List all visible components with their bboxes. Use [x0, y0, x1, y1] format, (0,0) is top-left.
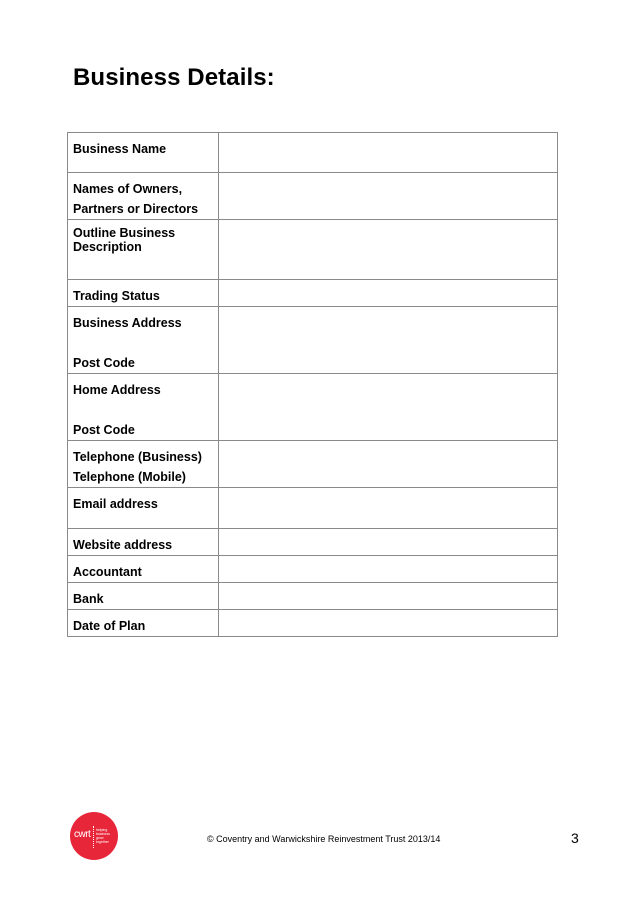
- form-row: [68, 374, 558, 441]
- form-row: [68, 220, 558, 280]
- cwrt-logo: [70, 812, 118, 860]
- field-label-line: Business Name: [73, 142, 167, 156]
- field-label-line: Email address: [73, 497, 158, 511]
- form-row: [68, 583, 558, 610]
- business-details-form: [67, 132, 558, 637]
- field-label: [68, 220, 219, 280]
- page-title: Business Details:: [73, 64, 275, 91]
- field-label: [68, 529, 219, 556]
- field-label: [68, 556, 219, 583]
- field-label-line: Bank: [73, 592, 104, 606]
- field-value-input[interactable]: [219, 307, 558, 374]
- field-label: [68, 307, 219, 374]
- form-row: [68, 173, 558, 220]
- field-value-input[interactable]: [219, 583, 558, 610]
- form-row: [68, 556, 558, 583]
- logo-tagline: helping business grow together: [96, 828, 110, 844]
- field-label: [68, 441, 219, 488]
- field-value-input[interactable]: [219, 173, 558, 220]
- field-value-input[interactable]: [219, 441, 558, 488]
- field-label: [68, 488, 219, 529]
- form-row: [68, 133, 558, 173]
- form-row: [68, 441, 558, 488]
- field-label: [68, 173, 219, 220]
- footer-copyright: © Coventry and Warwickshire Reinvestment Trust 2013/14: [207, 834, 441, 844]
- logo-divider: [93, 826, 95, 848]
- field-label-line: Telephone (Mobile): [73, 470, 186, 484]
- field-label-line: [73, 400, 213, 420]
- field-label-line: Website address: [73, 538, 173, 552]
- form-row: [68, 529, 558, 556]
- form-row: [68, 610, 558, 637]
- field-value-input[interactable]: [219, 488, 558, 529]
- field-label-line: Description: [73, 240, 142, 254]
- field-label-line: Outline Business: [73, 226, 176, 240]
- field-label-line: [73, 333, 213, 353]
- field-label: [68, 583, 219, 610]
- field-label-line: Trading Status: [73, 289, 160, 303]
- field-label-line: Telephone (Business): [73, 450, 202, 464]
- field-label-line: Business Address: [73, 316, 182, 330]
- field-value-input[interactable]: [219, 220, 558, 280]
- field-label: [68, 280, 219, 307]
- field-value-input[interactable]: [219, 374, 558, 441]
- field-label-line: Partners or Directors: [73, 202, 199, 216]
- field-value-input[interactable]: [219, 133, 558, 173]
- field-label-line: Names of Owners,: [73, 182, 183, 196]
- field-label: [68, 133, 219, 173]
- field-label-line: Home Address: [73, 383, 161, 397]
- page-number: 3: [571, 830, 579, 846]
- logo-text: cwrt: [74, 829, 91, 840]
- field-label: [68, 610, 219, 637]
- field-value-input[interactable]: [219, 529, 558, 556]
- form-row: [68, 307, 558, 374]
- field-label-line: Accountant: [73, 565, 142, 579]
- field-label: [68, 374, 219, 441]
- field-label-line: Date of Plan: [73, 619, 146, 633]
- form-row: [68, 488, 558, 529]
- field-label-line: Post Code: [73, 356, 135, 370]
- form-row: [68, 280, 558, 307]
- field-value-input[interactable]: [219, 610, 558, 637]
- field-label-line: Post Code: [73, 423, 135, 437]
- field-value-input[interactable]: [219, 280, 558, 307]
- field-value-input[interactable]: [219, 556, 558, 583]
